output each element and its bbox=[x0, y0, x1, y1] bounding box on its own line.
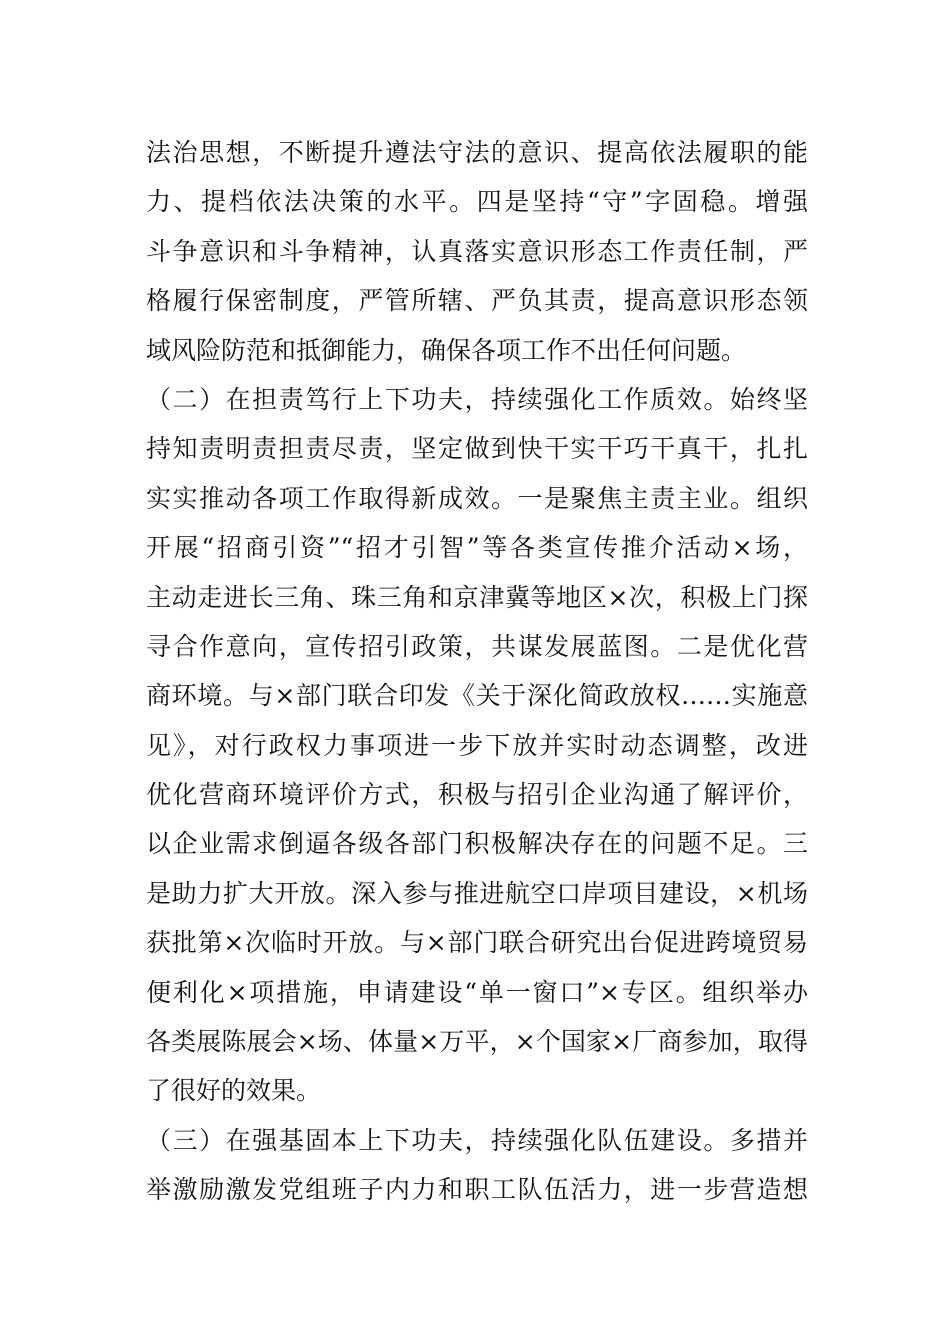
text-line: （三）在强基固本上下功夫，持续强化队伍建设。多措并 bbox=[146, 1125, 808, 1155]
text-line: 持知责明责担责尽责，坚定做到快干实干巧干真干，扎扎 bbox=[146, 434, 808, 464]
text-line: 优化营商环境评价方式，积极与招引企业沟通了解评价， bbox=[146, 780, 808, 810]
text-line: 各类展陈展会×场、体量×万平，×个国家×厂商参加，取得 bbox=[146, 1027, 808, 1057]
text-line: 获批第×次临时开放。与×部门联合研究出台促进跨境贸易 bbox=[146, 928, 808, 958]
body-text bbox=[146, 128, 808, 1215]
text-line: 便利化×项措施，申请建设“单一窗口”×专区。组织举办 bbox=[146, 977, 808, 1007]
text-line: （二）在担责笃行上下功夫，持续强化工作质效。始终坚 bbox=[146, 384, 808, 414]
text-line: 了很好的效果。 bbox=[146, 1076, 322, 1106]
text-line: 主动走进长三角、珠三角和京津冀等地区×次，积极上门探 bbox=[146, 582, 808, 612]
text-line: 域风险防范和抵御能力，确保各项工作不出任何问题。 bbox=[146, 335, 747, 365]
text-line: 商环境。与×部门联合印发《关于深化简政放权……实施意 bbox=[146, 681, 808, 711]
text-line: 实实推动各项工作取得新成效。一是聚焦主责主业。组织 bbox=[146, 483, 808, 513]
text-line: 举激励激发党组班子内力和职工队伍活力，进一步营造想 bbox=[146, 1175, 808, 1205]
text-line: 是助力扩大开放。深入参与推进航空口岸项目建设，×机场 bbox=[146, 878, 808, 908]
text-line: 力、提档依法决策的水平。四是坚持“守”字固稳。增强 bbox=[146, 187, 808, 217]
text-line: 斗争意识和斗争精神，认真落实意识形态工作责任制，严 bbox=[146, 236, 808, 266]
text-line: 见》，对行政权力事项进一步下放并实时动态调整，改进 bbox=[146, 730, 808, 760]
text-line: 格履行保密制度，严管所辖、严负其责，提高意识形态领 bbox=[146, 286, 808, 316]
text-line: 开展“招商引资”“招才引智”等各类宣传推介活动×场， bbox=[146, 533, 808, 563]
text-line: 寻合作意向，宣传招引政策，共谋发展蓝图。二是优化营 bbox=[146, 631, 808, 661]
text-line: 以企业需求倒逼各级各部门积极解决存在的问题不足。三 bbox=[146, 829, 808, 859]
text-line: 法治思想，不断提升遵法守法的意识、提高依法履职的能 bbox=[146, 138, 808, 167]
